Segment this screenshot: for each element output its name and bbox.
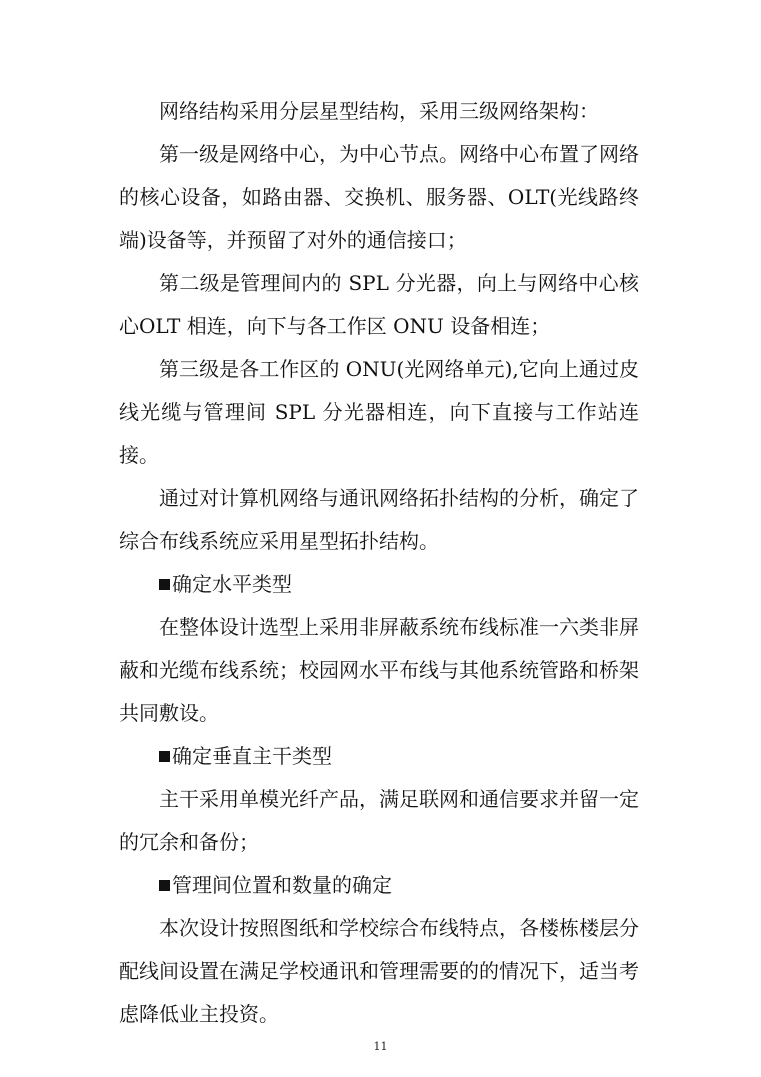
heading-vertical-backbone-type [119, 735, 639, 778]
heading-horizontal-type [119, 563, 639, 606]
paragraph-network-structure: 网络结构采用分层星型结构，采用三级网络架构： [159, 99, 599, 123]
paragraph-level-two: 第二级是管理间内的 SPL 分光器，向上与网络中心核心OLT 相连，向下与各工作区 ONU 设备相连； [119, 271, 639, 338]
document-body [119, 90, 639, 1036]
heading-horizontal-type-text: 确定水平类型 [172, 572, 292, 596]
paragraph-backbone-fiber: 主干采用单模光纤产品，满足联网和通信要求并留一定的冗余和备份； [119, 787, 639, 854]
paragraph-telecom-room-design: 本次设计按照图纸和学校综合布线特点，各楼栋楼层分配线间设置在满足学校通讯和管理需要的的情况下，适当考虑降低业主投资。 [119, 916, 639, 1026]
heading-telecom-room [119, 864, 639, 907]
page-number: 11 [373, 1040, 388, 1053]
square-bullet-icon [159, 751, 170, 762]
paragraph-level-one: 第一级是网络中心，为中心节点。网络中心布置了网络的核心设备，如路由器、交换机、服务器、OLT(光线路终端)设备等，并预留了对外的通信接口； [119, 142, 639, 252]
paragraph-level-three: 第三级是各工作区的 ONU(光网络单元),它向上通过皮线光缆与管理间 SPL 分光器相连，向下直接与工作站连接。 [119, 357, 639, 467]
square-bullet-icon [159, 880, 170, 891]
heading-vertical-backbone-type-text: 确定垂直主干类型 [172, 744, 332, 768]
heading-telecom-room-text: 管理间位置和数量的确定 [172, 873, 392, 897]
square-bullet-icon [159, 579, 170, 590]
paragraph-horizontal-cabling: 在整体设计选型上采用非屏蔽系统布线标准一六类非屏蔽和光缆布线系统；校园网水平布线与其他系统管路和桥架共同敷设。 [119, 615, 639, 725]
paragraph-topology-analysis: 通过对计算机网络与通讯网络拓扑结构的分析，确定了综合布线系统应采用星型拓扑结构。 [119, 486, 639, 553]
